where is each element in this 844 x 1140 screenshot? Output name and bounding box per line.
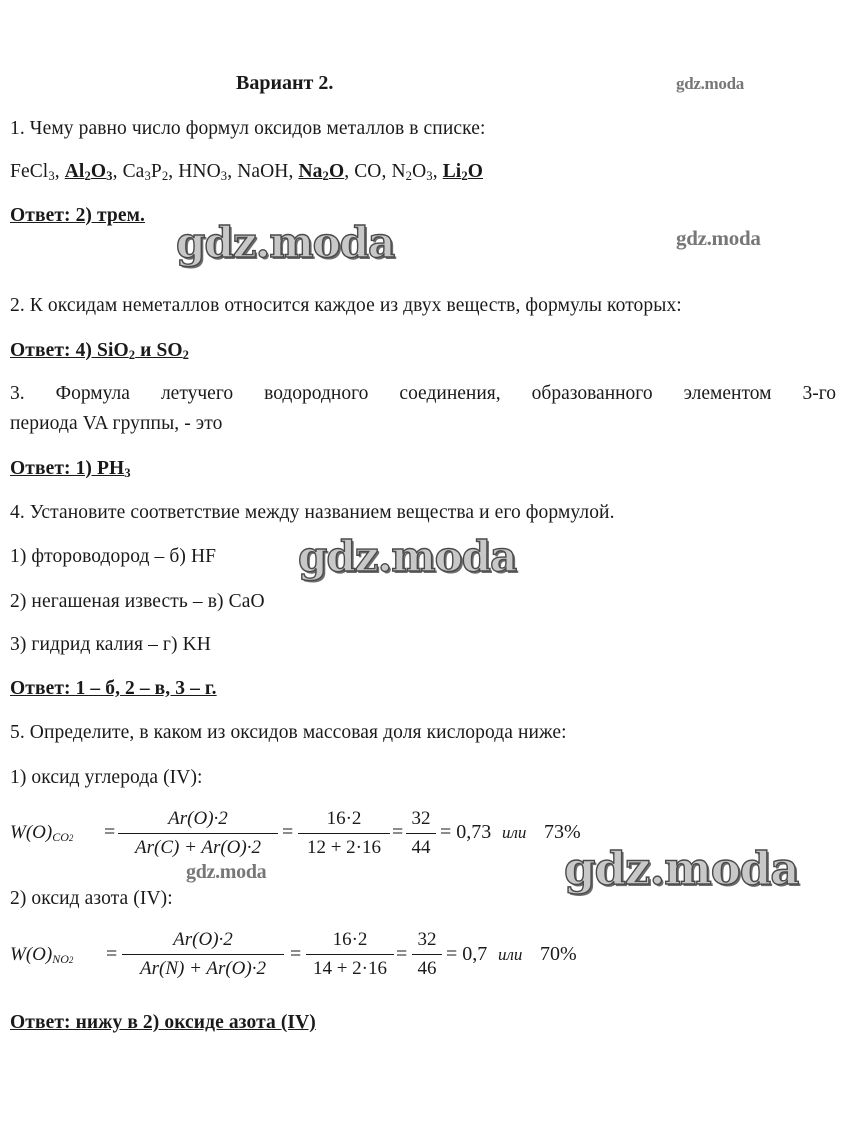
formula-co2: $W(O)_{CO2}$ = Ar(O)·2 Ar(C) + Ar(O)·2 = 16·2 12 + 2·16 = 32 44 = 0,73 или 73% [10,808,581,858]
highlighted-formula-al2o3: $Al_2O_3$ [64,161,113,184]
match-item-1: 1) фтороводород – б) HF [10,546,217,567]
answer-5: Ответ: нижу в 2) оксиде азота (IV) [10,1012,316,1033]
fraction-1a: Ar(O)·2 Ar(C) + Ar(O)·2 [118,808,278,859]
question-1: 1. Чему равно число формул оксидов металлов в списке: [10,118,486,139]
item-nitrogen-oxide: 2) оксид азота (IV): [10,888,173,909]
fraction-2c: 32 46 [412,929,442,980]
highlighted-formula-na2o: $Na_2O$ [298,161,345,184]
answer-4: Ответ: 1 – б, 2 – в, 3 – г. [10,678,217,699]
answer-2: Ответ: 4) SiO$_2$ и $SO_2$ [10,340,190,363]
question-3-line-1: 3. Формула летучего водородного соединения, образованного элементом 3-го [10,383,836,404]
highlighted-formula-li2o: $Li_2O$ [442,161,484,184]
fraction-2b: 16·2 14 + 2·16 [306,929,394,980]
question-3-line-2: периода VA группы, - это [10,413,223,434]
fraction-2a: Ar(O)·2 Ar(N) + Ar(O)·2 [122,929,284,980]
question-2: 2. К оксидам неметаллов относится каждое из двух веществ, формулы которых: [10,295,682,316]
match-item-3: 3) гидрид калия – г) KH [10,634,211,655]
watermark-large-3: gdz.moda [564,842,799,895]
fraction-1b: 16·2 12 + 2·16 [298,808,390,859]
question-4: 4. Установите соответствие между названием вещества и его формулой. [10,502,615,523]
formula-list: FeCl$_3$, $Al_2O_3$, $Ca_3P_2$, $HNO_3$, NaOH, $Na_2O$, CO, $N_2O_3$, $Li_2O$ [10,161,484,184]
question-5: 5. Определите, в каком из оксидов массовая доля кислорода ниже: [10,722,567,743]
watermark-large-2: gdz.moda [298,532,517,581]
fraction-1c: 32 44 [406,808,436,859]
answer-3: Ответ: 1) $PH_3$ [10,458,131,481]
match-item-2: 2) негашеная известь – в) CaO [10,591,265,612]
answer-1: Ответ: 2) трем. [10,205,145,226]
item-carbon-oxide: 1) оксид углерода (IV): [10,767,203,788]
formula-no2: $W(O)_{NO2}$ = Ar(O)·2 Ar(N) + Ar(O)·2 = 16·2 14 + 2·16 = 32 46 = 0,7 или 70% [10,929,577,979]
watermark-top-right: gdz.moda [676,74,744,93]
page-title: Вариант 2. [236,72,334,94]
watermark-large-1: gdz.moda [176,218,395,267]
watermark-small-mid: gdz.moda [186,861,267,883]
watermark-right-1: gdz.moda [676,226,761,250]
